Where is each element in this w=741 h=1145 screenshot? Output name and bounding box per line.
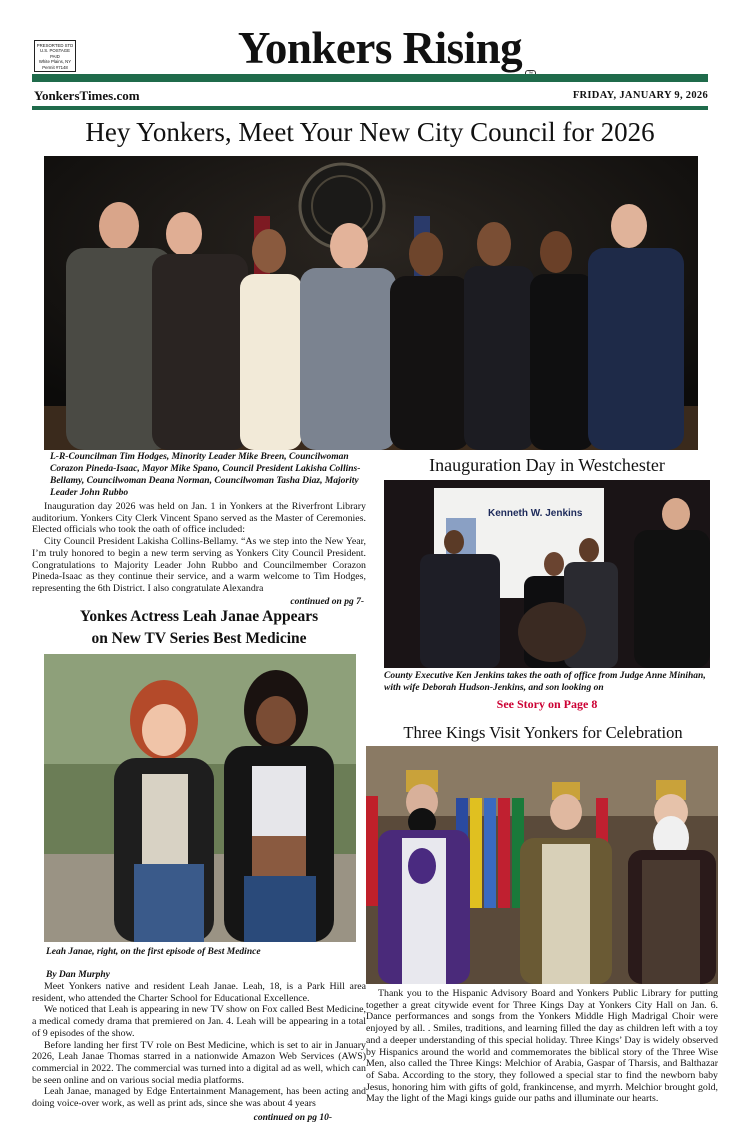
- issue-date: FRIDAY, JANUARY 9, 2026: [572, 90, 708, 101]
- actress-continued-link[interactable]: continued on pg 10-: [253, 1113, 332, 1123]
- article-paragraph: Thank you to the Hispanic Advisory Board and Yonkers Public Library for putting together a great citywide event for Three Kings Day at Yonkers City Hall on Jan. 6. Dance performances and songs from the Yonkers Middle High Madrigal Choir were enjoyed by all. . Smiles, traditions, and learning filled the day as children left with a toy and a deeper understanding of this special holiday. Three Kings’ Day is widely observed by Hispanics around the world and commemorates the biblical story of the Three Wise Men, also called the Three Kings: Melchior of Arabia, Gaspar of Tharsis, and Balthazar of Saba. According to the story, they followed a special star to find the newborn baby Jesus, honoring him with gifts of gold, frankincense, and myrrh. Melchior brought gold, May the light of the Magi kings guide our paths and illuminate our hearts.: [366, 988, 718, 1105]
- masthead-rule: [32, 74, 708, 82]
- actress-headline-line2: on New TV Series Best Medicine: [91, 630, 307, 647]
- article-paragraph: Inauguration day 2026 was held on Jan. 1 in Yonkers at the Riverfront Library auditorium. Yonkers City Clerk Vincent Spano served as the Master of Ceremonies. Elected officials who took the oath of office included:: [32, 501, 366, 536]
- oath-of-office-photo: [384, 480, 710, 668]
- postage-line: PAID: [50, 53, 60, 59]
- kings-headline: Three Kings Visit Yonkers for Celebration: [403, 723, 683, 742]
- dateline-rule: [32, 106, 708, 110]
- article-paragraph: Before landing her first TV role on Best Medicine, which is set to air in January 2026, Leah Janae Thomas starred in a nationwide Amazon Web Services (AWS) commercial in 2022. The commercial was turned into a digital ad as well, which can be seen online and on various social media platforms.: [32, 1039, 366, 1086]
- kings-article-body: [366, 988, 718, 1105]
- screen-name-text: Kenneth W. Jenkins: [488, 508, 583, 519]
- actress-article-body: [32, 981, 366, 1110]
- postage-indicia: [34, 40, 76, 72]
- council-photo-caption: L-R-Councilman Tim Hodges, Minority Leader Mike Breen, Councilwoman Corazon Pineda-Isaac, Mayor Mike Spano, Council President Lakisha Collins-Bellamy, Councilwoman Deana Norman, Councilwoman Tasha Diaz, Majority Leader John Rubbo: [50, 452, 361, 498]
- three-kings-photo: [366, 746, 718, 984]
- article-paragraph: Meet Yonkers native and resident Leah Janae. Leah, 18, is a Park Hill area resident, who attended the Charter School for Educational Excellence.: [32, 981, 366, 1004]
- lead-continued-link[interactable]: continued on pg 7-: [290, 597, 364, 607]
- article-paragraph: City Council President Lakisha Collins-Bellamy. “As we step into the New Year, I’m truly honored to begin a new term serving as Yonkers City Council President. Congratulations to Majority Leader John Rubbo and Councilmember Corazon Pineda-Isaac as they continue their service, and a warm welcome to Tim Hodges, representing the 6th District. I also congratulate Alexandra: [32, 536, 366, 594]
- article-paragraph: We noticed that Leah is appearing in new TV show on Fox called Best Medicine, a medical comedy drama that premiered on Jan. 4. Leah will be appearing in a total of 9 episodes of the show.: [32, 1004, 366, 1039]
- postage-line: PRESORTED STD: [36, 43, 74, 48]
- leah-photo-caption: Leah Janae, right, on the first episode of Best Medince: [46, 947, 261, 957]
- site-link[interactable]: YonkersTimes.com: [34, 88, 140, 103]
- leah-janae-photo: [44, 654, 356, 942]
- masthead-title: Yonkers Rising: [237, 23, 523, 73]
- oath-photo-caption: County Executive Ken Jenkins takes the oath of office from Judge Anne Minihan, with wife Deborah Hudson-Jenkins, and son looking on: [384, 671, 706, 693]
- postage-line: U.S. POSTAGE: [39, 48, 70, 54]
- postage-line: White Plains, NY: [38, 59, 72, 65]
- article-paragraph: Leah Janae, managed by Edge Entertainment Management, has been acting and doing voice-over work, as well as print ads, since she was about 4 years: [32, 1086, 366, 1110]
- byline: By Dan Murphy: [46, 970, 110, 980]
- see-story-link[interactable]: See Story on Page 8: [496, 697, 598, 711]
- postage-line: Permit #7148: [42, 64, 68, 70]
- lead-article-body: [32, 501, 366, 595]
- westchester-headline: Inauguration Day in Westchester: [429, 455, 665, 475]
- lead-headline: Hey Yonkers, Meet Your New City Council for 2026: [85, 117, 655, 147]
- actress-headline-line1: Yonkes Actress Leah Janae Appears: [79, 608, 319, 625]
- council-group-photo: [44, 156, 698, 450]
